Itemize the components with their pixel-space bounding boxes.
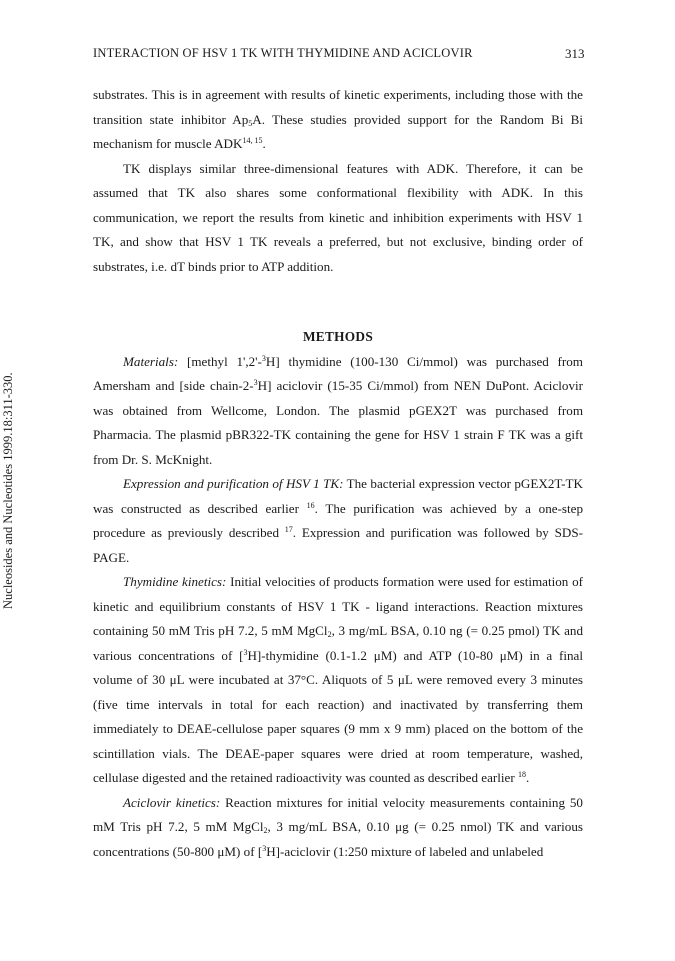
reference-superscript: 16 — [306, 500, 315, 510]
text-run: Reaction mixtures for initial velocity measurements containing 50 mM Tris pH 7.2, 5 mM MgCl — [93, 794, 583, 834]
spacer — [93, 302, 583, 325]
isotope-superscript: 3 — [243, 647, 248, 657]
paragraph-materials — [93, 350, 583, 473]
text-run: . — [262, 136, 266, 151]
running-header-title: INTERACTION OF HSV 1 TK WITH THYMIDINE AND ACICLOVIR — [93, 46, 473, 60]
text-run: substrates. This is in agreement with results of kinetic experiments, including those with the transition state inhibitor Ap — [93, 87, 583, 127]
text-run: , 3 mg/mL BSA, 0.10 ng (= 0.25 pmol) TK and various concentrations of [ — [93, 623, 583, 663]
text-run: H] aciclovir (15-35 Ci/mmol) from NEN DuPont. Aciclovir was obtained from Wellcome, London. The plasmid pGEX2T was purchased from Pharmacia. The plasmid pBR322-TK containing the gene for HSV 1 strain F TK was a gift from Dr. S. McKnight. — [93, 378, 583, 467]
reference-superscript: 18 — [518, 770, 527, 779]
text-run: H]-thymidine (0.1-1.2 μM) and ATP (10-80 μM) in a final volume of 30 μL were incubated at 37°C. Aliquots of 5 μL were removed every 3 minutes (five time intervals in total for each reaction) and inactivated by transferring them immediately to DEAE-cellulose paper squares (9 mm x 9 mm) placed on the bottom of the scintillation vials. The DEAE-paper squares were dried at room temperature, washed, cellulase digested and the retained radioactivity was counted as described earlier — [93, 647, 584, 785]
paragraph-label: Thymidine kinetics: — [123, 574, 227, 589]
paragraph-tk-features: TK displays similar three-dimensional features with ADK. Therefore, it can be assumed that TK also shares some conformational flexibility with ADK. In this communication, we report the results from kinetic and inhibition experiments with HSV 1 TK, and show that HSV 1 TK reveals a preferred, but not exclusive, binding order of substrates, i.e. dT binds prior to ATP addition. — [93, 160, 583, 274]
text-run: The bacterial expression vector pGEX2T-TK was constructed as described earlier — [93, 476, 583, 516]
subscript: 2 — [327, 630, 332, 639]
paragraph-substrates — [93, 83, 583, 157]
text-run: Initial velocities of products formation were used for estimation of kinetic and equilibrium constants of HSV 1 TK - ligand interactions. Reaction mixtures containing 50 mM Tris pH 7.2, 5 mM MgCl — [93, 574, 583, 638]
section-heading-methods: METHODS — [302, 329, 374, 344]
subscript: 5 — [248, 118, 253, 128]
text-run: , 3 mg/mL BSA, 0.10 μg (= 0.25 nmol) TK and various concentrations (50-800 μM) of [ — [93, 819, 583, 859]
isotope-superscript: 3 — [261, 353, 266, 363]
page-number: 313 — [565, 46, 585, 61]
paragraph-expression-purification — [93, 472, 583, 570]
reference-superscript: 17 — [284, 525, 293, 534]
text-run: . Expression and purification was followed by SDS-PAGE. — [93, 525, 583, 565]
paragraph-aciclovir-kinetics — [93, 791, 583, 865]
isotope-superscript: 3 — [262, 843, 267, 853]
text-run: A. These studies provided support for the Random Bi Bi mechanism for muscle ADK — [93, 111, 583, 151]
paragraph-label: Aciclovir kinetics: — [123, 794, 221, 810]
paragraph-thymidine-kinetics — [93, 570, 583, 791]
text-run: . — [526, 770, 530, 785]
subscript: 2 — [263, 826, 268, 835]
text-run: H]-aciclovir (1:250 mixture of labeled and unlabeled — [266, 843, 544, 859]
reference-superscript: 14, 15 — [242, 136, 263, 145]
text-run: [methyl 1',2'- — [178, 353, 262, 369]
paragraph-label: Expression and purification of HSV 1 TK: — [123, 476, 344, 491]
body-text — [93, 83, 583, 864]
vertical-citation-note: Nucleosides and Nucleotides 1999.18:311-330. — [1, 372, 15, 609]
text-run: H] thymidine (100-130 Ci/mmol) was purchased from Amersham and [side chain-2- — [93, 353, 583, 393]
isotope-superscript: 3 — [253, 378, 258, 387]
spacer — [93, 279, 583, 302]
paragraph-label: Materials: — [123, 353, 179, 369]
text-run: . The purification was achieved by a one-step procedure as previously described — [93, 500, 584, 540]
